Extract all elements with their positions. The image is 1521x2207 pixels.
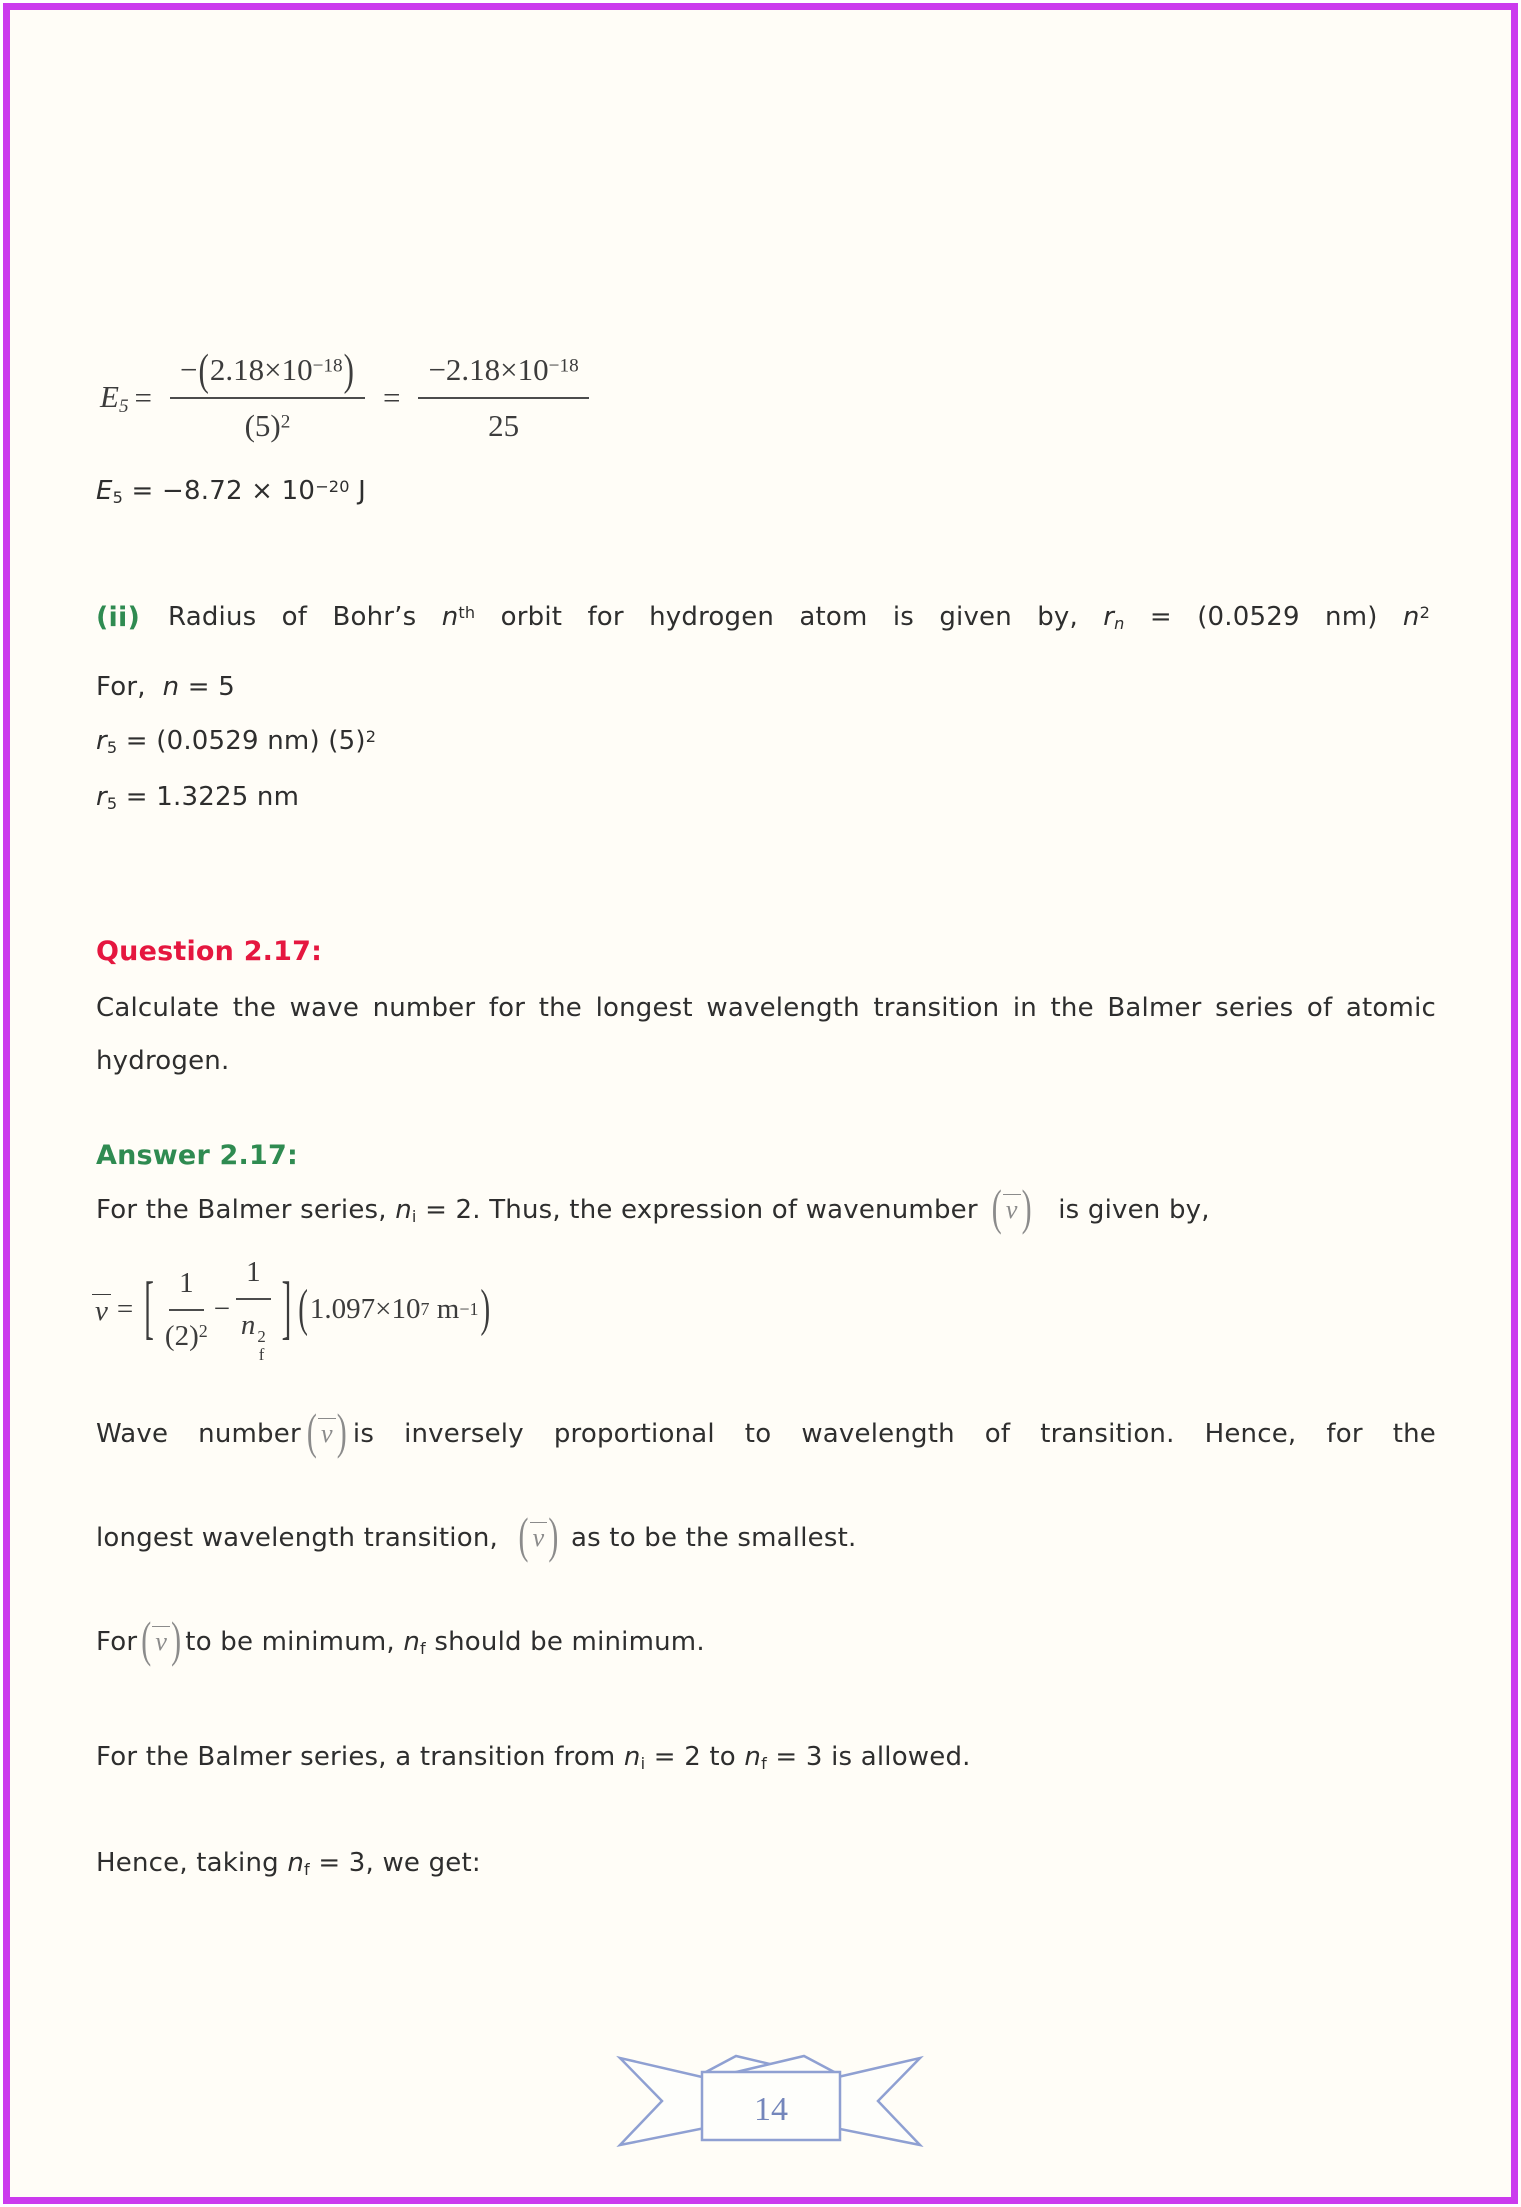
- text-segment: as to be the smallest.: [562, 1523, 857, 1553]
- nu-bar-lhs: v: [92, 1294, 111, 1326]
- text-segment: Wave number: [96, 1419, 301, 1449]
- open-paren: (: [198, 343, 209, 395]
- text-segment: 1.097×10: [309, 1293, 421, 1326]
- fraction-2: [236, 1256, 271, 1364]
- subscript: i: [411, 1207, 417, 1227]
- text-segment: −2.18×10: [428, 352, 549, 387]
- fraction-numerator: 1: [169, 1267, 204, 1311]
- paragraph-wave-2: [96, 1508, 857, 1564]
- exponent: −20: [315, 476, 350, 496]
- open-paren: (: [141, 1612, 152, 1668]
- variable-r: r: [96, 726, 107, 756]
- open-paren: (: [991, 1180, 1002, 1236]
- text-segment: is given by,: [1049, 1195, 1210, 1225]
- question-body: Calculate the wave number for the longest wavelength transition in the Balmer series of atomic hydrogen.: [96, 993, 1436, 1076]
- text-segment: J: [349, 476, 367, 506]
- text-segment: to be minimum,: [185, 1627, 404, 1657]
- ribbon-banner-svg: [600, 2042, 940, 2162]
- open-bracket: [: [144, 1269, 154, 1348]
- variable-r: r: [1103, 602, 1115, 632]
- text-segment: = 2 to: [645, 1742, 745, 1772]
- equals-sign: =: [134, 380, 153, 415]
- open-paren: (: [518, 1508, 529, 1564]
- answer-intro-line: [96, 1180, 1210, 1242]
- paragraph-wave-5: [96, 1838, 481, 1895]
- text-segment: = 5: [179, 672, 235, 702]
- fraction-denominator: [165, 1311, 208, 1353]
- subscript: 5: [112, 488, 124, 508]
- subscript: n: [1114, 614, 1125, 634]
- variable-n: n: [395, 1195, 412, 1225]
- close-paren: ): [1021, 1180, 1032, 1236]
- r5-line-1: [96, 726, 376, 757]
- exponent: −1: [459, 1299, 479, 1320]
- variable-n: n: [623, 1742, 641, 1772]
- fraction-2: [418, 352, 588, 444]
- e5-result-line: [96, 476, 366, 507]
- fraction-1: [165, 1267, 208, 1353]
- text-segment: is inversely proportional to wavelength of transition. Hence, for the: [352, 1419, 1436, 1449]
- text-segment: = (0.0529 nm) (5): [117, 726, 366, 756]
- sub-sup-stack: [257, 1328, 265, 1363]
- text-segment: For the Balmer series,: [96, 1195, 396, 1225]
- question-heading: Question 2.17:: [96, 936, 323, 967]
- nu-bar-symbol: [518, 1508, 559, 1564]
- text-segment: (5): [244, 408, 281, 443]
- text-segment: Radius of Bohr’s: [168, 602, 442, 632]
- close-paren: ): [343, 343, 354, 395]
- variable-n: n: [240, 1309, 256, 1341]
- equals-sign: =: [116, 1293, 134, 1326]
- exponent: −18: [312, 355, 343, 377]
- fraction-numerator: [170, 343, 365, 399]
- variable-n: n: [162, 672, 180, 702]
- text-segment: 2.18×10: [209, 352, 313, 387]
- text-segment: (2): [164, 1319, 199, 1352]
- open-paren: (: [306, 1404, 317, 1460]
- subscript: 5: [106, 794, 118, 814]
- answer-heading: Answer 2.17:: [96, 1140, 298, 1171]
- text-segment: For,: [96, 672, 163, 702]
- variable-n: n: [441, 602, 459, 632]
- open-paren: (: [298, 1280, 308, 1338]
- superscript: th: [458, 602, 476, 622]
- fraction-1: [170, 343, 365, 444]
- minus-sign: −: [213, 1293, 231, 1326]
- paragraph-wave-3: [96, 1612, 705, 1674]
- exponent: 2: [1419, 602, 1431, 622]
- text-segment: longest wavelength transition,: [96, 1523, 507, 1553]
- text-segment: orbit for hydrogen atom is given by,: [475, 602, 1104, 632]
- close-bracket: ]: [281, 1269, 292, 1348]
- exponent: 2: [257, 1327, 266, 1347]
- text-segment: For: [96, 1627, 138, 1657]
- fraction-denominator: 25: [488, 408, 520, 443]
- fraction-numerator: [418, 352, 588, 399]
- text-segment: E: [96, 476, 113, 506]
- subscript: f: [258, 1345, 265, 1365]
- fraction-numerator: 1: [236, 1256, 271, 1300]
- text-segment: E: [100, 378, 119, 414]
- formula-lhs: [100, 379, 129, 418]
- for-n-line: [96, 672, 235, 702]
- section-ii-label: (ii): [96, 602, 140, 633]
- text-segment: = 3, we get:: [309, 1848, 481, 1878]
- nu-bar-symbol: [306, 1404, 347, 1460]
- exponent: 2: [365, 726, 377, 746]
- text-segment: = (0.0529 nm): [1124, 602, 1403, 632]
- section-ii-text: [168, 602, 1430, 633]
- exponent: −18: [548, 355, 579, 377]
- subscript: 5: [106, 738, 118, 758]
- r5-line-2: [96, 782, 299, 813]
- text-segment: should be minimum.: [425, 1627, 705, 1657]
- text-segment: = 2. Thus, the expression of wavenumber: [416, 1195, 978, 1225]
- equals-sign: =: [382, 380, 401, 415]
- text-segment: 5: [118, 395, 129, 417]
- formula-e5: [100, 343, 601, 444]
- nu-glyph: v: [1003, 1194, 1021, 1223]
- unit-m: m: [429, 1293, 460, 1326]
- variable-r: r: [96, 782, 107, 812]
- nu-bar-symbol: [141, 1612, 182, 1668]
- subscript: i: [640, 1754, 646, 1774]
- fraction-denominator: [241, 1300, 266, 1364]
- close-paren: ): [480, 1280, 491, 1338]
- subscript: f: [420, 1639, 426, 1659]
- paragraph-wave-1: [96, 1404, 1436, 1460]
- page-number: 14: [754, 2091, 788, 2128]
- text-segment: Hence, taking: [96, 1848, 288, 1878]
- exponent: 2: [280, 411, 291, 433]
- fraction-denominator: [245, 399, 291, 444]
- page-number-banner: [600, 2042, 940, 2166]
- close-paren: ): [548, 1508, 559, 1564]
- paragraph-wave-4: [96, 1732, 971, 1789]
- text-segment: For the Balmer series, a transition from: [96, 1742, 624, 1772]
- nu-glyph: v: [530, 1522, 548, 1551]
- text-segment: = −8.72 × 10: [123, 476, 316, 506]
- subscript: f: [304, 1860, 310, 1880]
- text-segment: = 3 is allowed.: [766, 1742, 971, 1772]
- exponent: 2: [198, 1320, 208, 1341]
- wavenumber-formula: [92, 1256, 492, 1364]
- variable-n: n: [744, 1742, 762, 1772]
- variable-n: n: [403, 1627, 421, 1657]
- close-paren: ): [171, 1612, 182, 1668]
- variable-n: n: [1402, 602, 1420, 632]
- nu-glyph: v: [152, 1626, 170, 1655]
- text-segment: = 1.3225 nm: [117, 782, 300, 812]
- variable-n: n: [287, 1848, 304, 1878]
- nu-glyph: v: [318, 1418, 336, 1447]
- text-segment: −: [180, 352, 198, 387]
- exponent: 7: [420, 1299, 430, 1320]
- subscript: f: [761, 1754, 767, 1774]
- close-paren: ): [336, 1404, 347, 1460]
- nu-bar-symbol: [991, 1180, 1032, 1236]
